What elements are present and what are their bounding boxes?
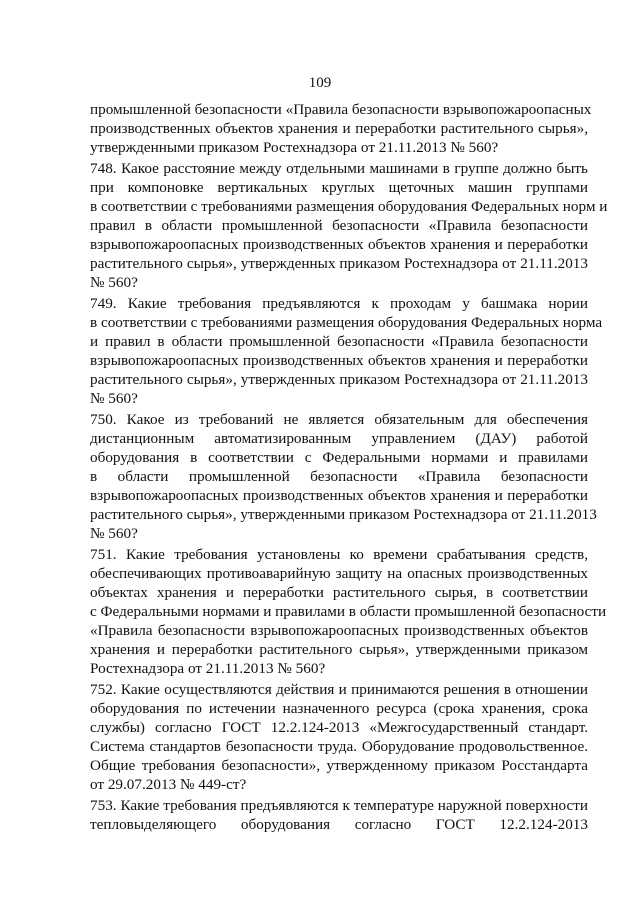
text-line: 753. Какие требования предъявляются к температуре наружной поверхности — [90, 797, 588, 815]
text-line: № 560? — [90, 389, 138, 407]
paragraph — [90, 546, 607, 678]
text-line: 750. Какое из требований не является обязательным для обеспечения — [90, 411, 588, 429]
text-line: производственных объектов хранения и переработки растительного сырья», — [90, 119, 588, 137]
text-line: утвержденными приказом Ростехнадзора от 21.11.2013 № 560? — [90, 138, 499, 156]
text-line: Ростехнадзора от 21.11.2013 № 560? — [90, 659, 326, 677]
page-number: 109 — [308, 75, 332, 91]
text-line: растительного сырья», утвержденных приказом Ростехнадзора от 21.11.2013 — [90, 254, 588, 272]
text-line: в соответствии с требованиями размещения оборудования Федеральных норм и — [90, 198, 608, 216]
text-line: взрывопожароопасных производственных объектов хранения и переработки — [90, 351, 588, 369]
text-line: оборудования по истечении назначенного ресурса (срока хранения, срока — [90, 700, 588, 718]
text-line: 751. Какие требования установлены ко времени срабатывания средств, — [90, 546, 588, 564]
paragraph — [90, 681, 588, 794]
text-line: обеспечивающих противоаварийную защиту на опасных производственных — [90, 565, 588, 583]
text-line: дистанционным автоматизированным управлением (ДАУ) работой — [90, 430, 588, 448]
text-line: растительного сырья», утвержденными приказом Ростехнадзора от 21.11.2013 — [90, 505, 597, 523]
paragraph — [90, 797, 588, 835]
text-line: в области промышленной безопасности «Правила безопасности — [90, 468, 588, 485]
text-line: хранения и переработки растительного сырья», утвержденными приказом — [90, 640, 588, 658]
text-line: службы) согласно ГОСТ 12.2.124-2013 «Межгосударственный стандарт. — [90, 718, 588, 736]
text-line: взрывопожароопасных производственных объектов хранения и переработки — [90, 486, 588, 504]
text-line: тепловыделяющего оборудования согласно ГОСТ 12.2.124-2013 — [90, 816, 588, 834]
text-line: 752. Какие осуществляются действия и принимаются решения в отношении — [90, 681, 588, 699]
paragraph — [90, 160, 608, 292]
text-line: с Федеральными нормами и правилами в области промышленной безопасности — [90, 602, 607, 620]
text-line: от 29.07.2013 № 449-ст? — [90, 775, 247, 793]
text-line: объектах хранения и переработки растительного сырья, в соответствии — [90, 584, 588, 602]
text-line: и правил в области промышленной безопасности «Правила безопасности — [90, 333, 588, 351]
text-line: взрывопожароопасных производственных объектов хранения и переработки — [90, 235, 588, 253]
paragraph — [90, 101, 592, 158]
text-line: Общие требования безопасности», утвержденному приказом Росстандарта — [90, 756, 588, 774]
paragraph — [90, 411, 597, 543]
text-line: «Правила безопасности взрывопожароопасных производственных объектов — [90, 621, 588, 639]
text-line: растительного сырья», утвержденных приказом Ростехнадзора от 21.11.2013 — [90, 370, 588, 388]
document-body — [90, 101, 608, 838]
text-line: № 560? — [90, 524, 138, 542]
text-line: 748. Какое расстояние между отдельными машинами в группе должно быть — [90, 160, 588, 178]
text-line: при компоновке вертикальных круглых щеточных машин группами — [90, 179, 588, 197]
text-line: оборудования в соответствии с Федеральными нормами и правилами — [90, 449, 588, 467]
text-line: № 560? — [90, 273, 138, 291]
text-line: Система стандартов безопасности труда. Оборудование продовольственное. — [90, 737, 588, 755]
text-line: правил в области промышленной безопасности «Правила безопасности — [90, 217, 588, 235]
text-line: 749. Какие требования предъявляются к проходам у башмака нории — [90, 295, 588, 313]
text-line: в соответствии с требованиями размещения оборудования Федеральных норма — [90, 314, 603, 332]
text-line: промышленной безопасности «Правила безопасности взрывопожароопасных — [90, 101, 592, 118]
paragraph — [90, 295, 603, 408]
